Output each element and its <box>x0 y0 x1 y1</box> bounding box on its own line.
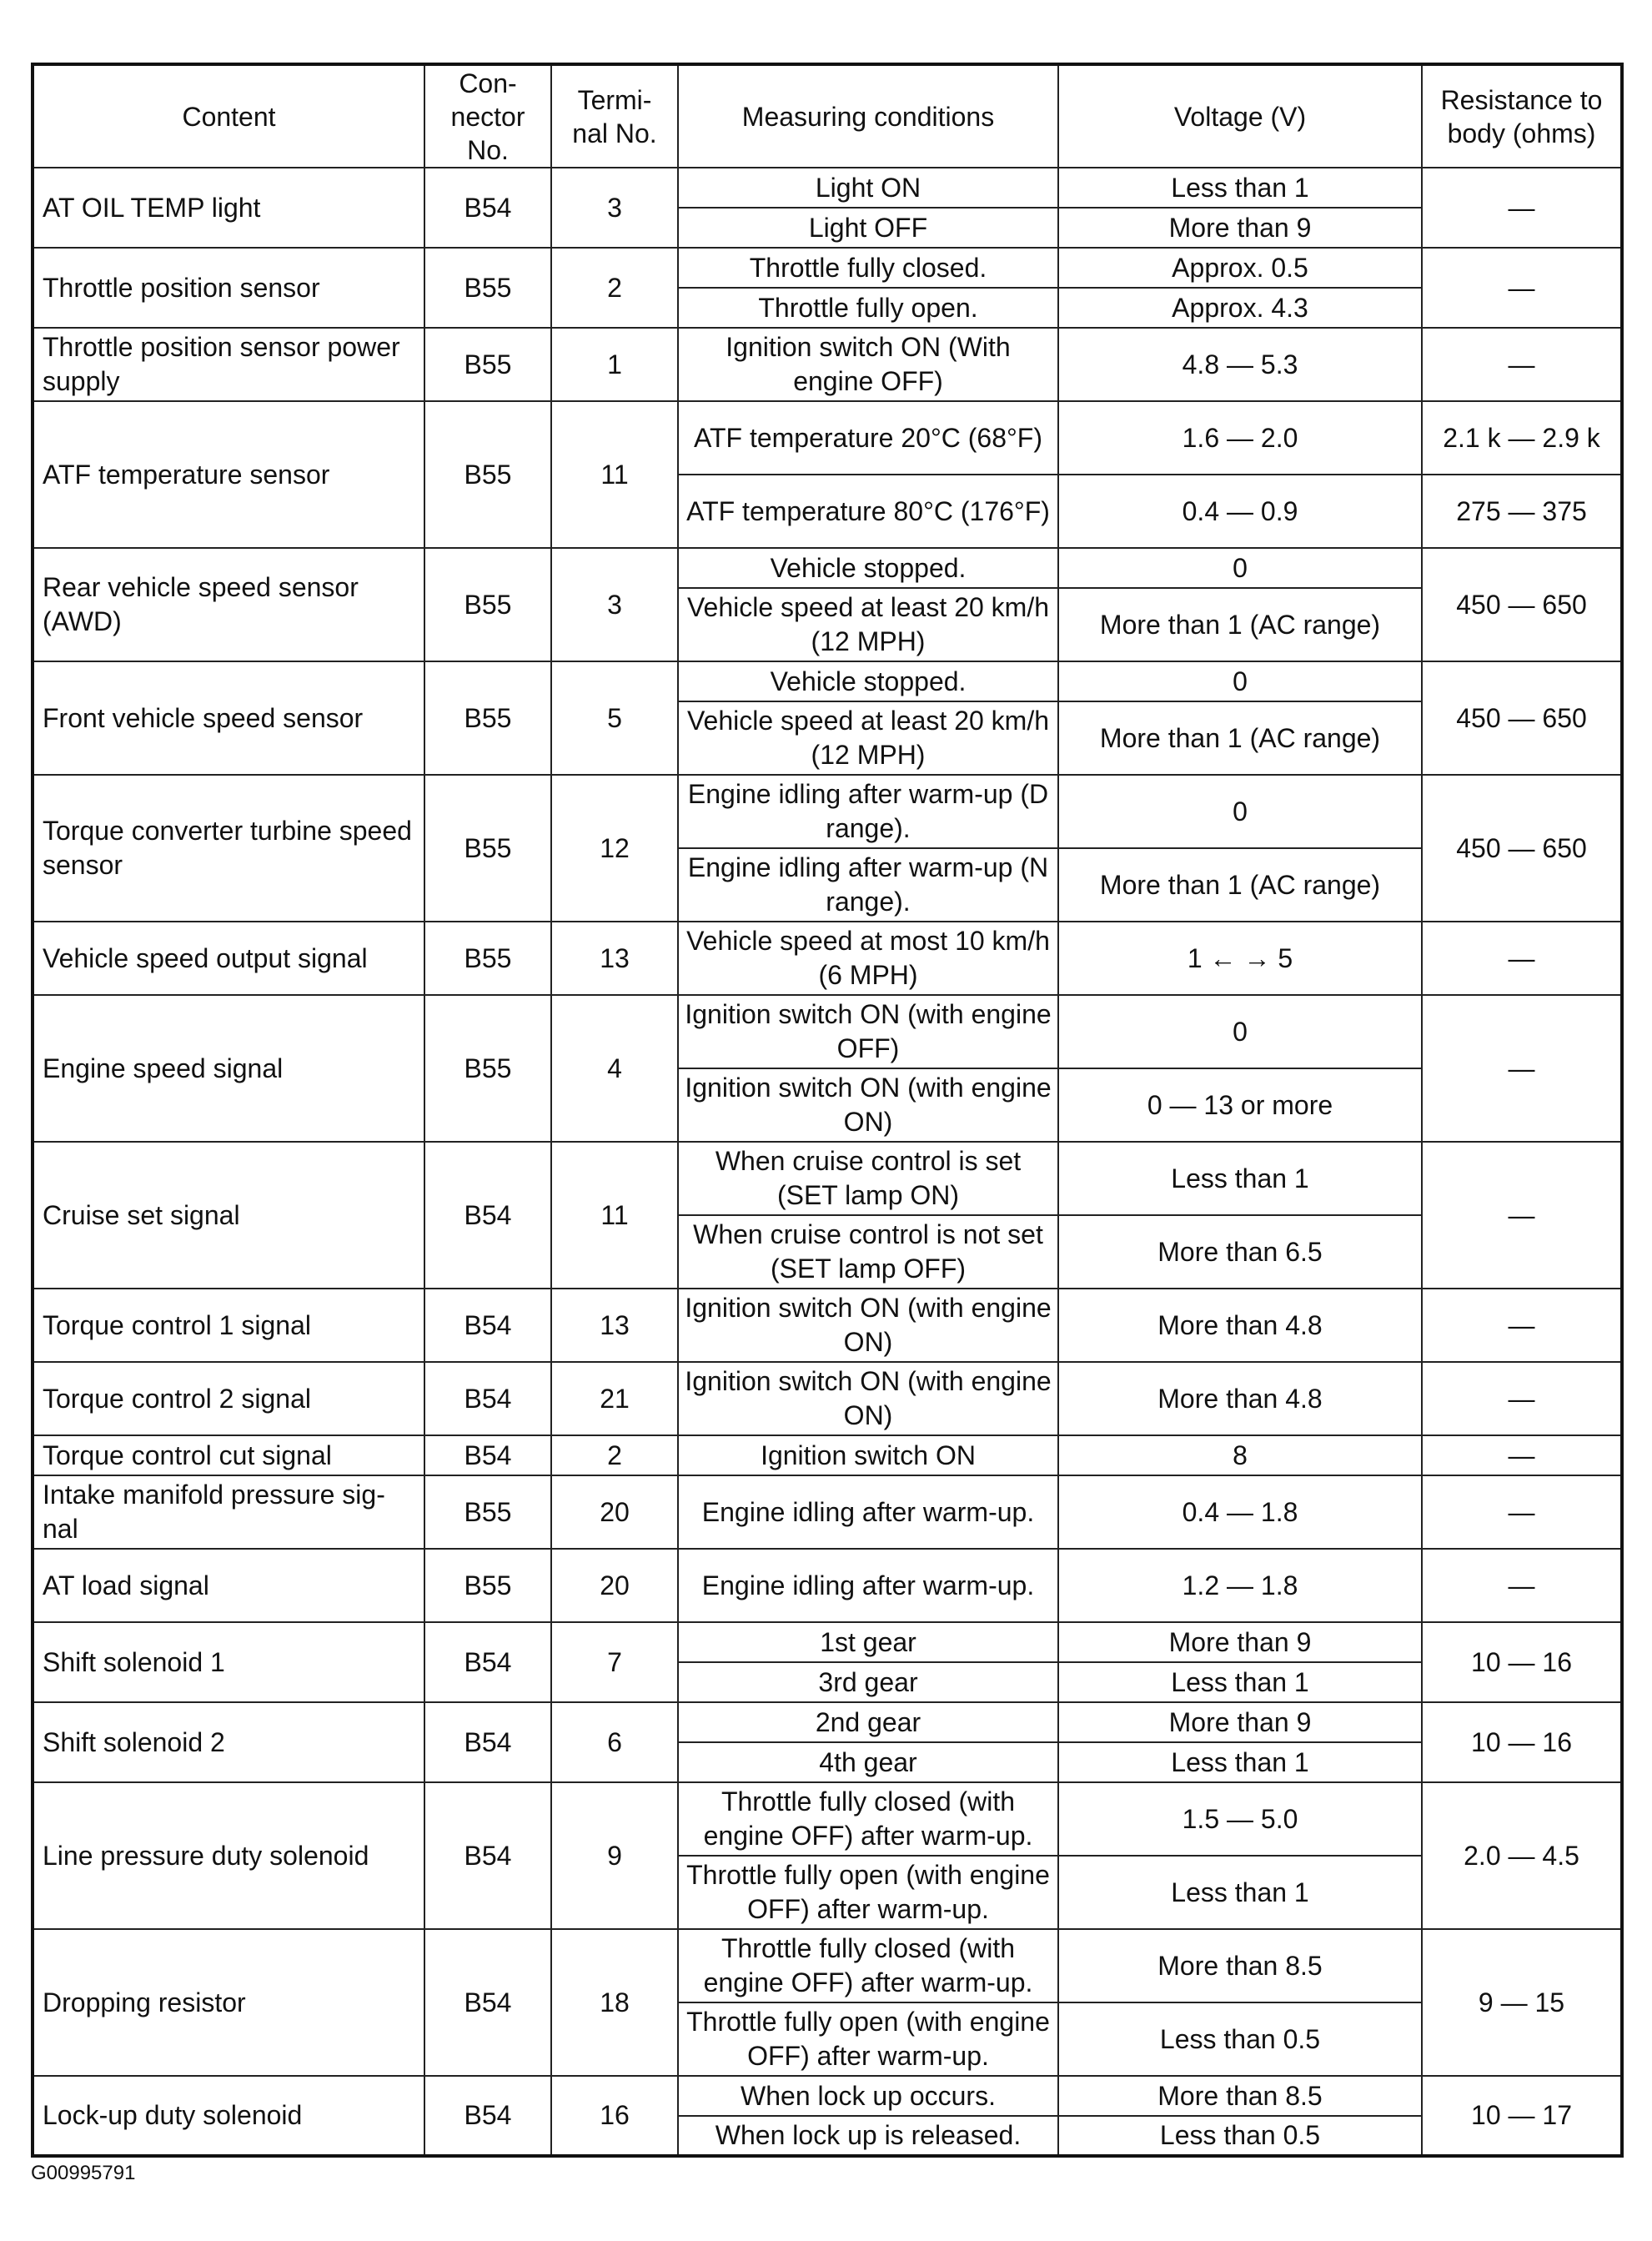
cell-condition: Ignition switch ON <box>678 1435 1058 1475</box>
cell-terminal: 2 <box>551 248 678 328</box>
cell-connector: B54 <box>424 1929 551 2076</box>
cell-condition: Throttle fully closed. <box>678 248 1058 288</box>
cell-content: Dropping resistor <box>33 1929 424 2076</box>
header-content: Content <box>33 64 424 168</box>
cell-voltage: Less than 1 <box>1058 1662 1422 1702</box>
cell-condition: 3rd gear <box>678 1662 1058 1702</box>
cell-content: AT load signal <box>33 1549 424 1622</box>
cell-content: Rear vehicle speed sensor (AWD) <box>33 548 424 661</box>
cell-resistance: — <box>1422 1362 1622 1435</box>
cell-resistance: 10 — 16 <box>1422 1622 1622 1702</box>
cell-connector: B55 <box>424 995 551 1142</box>
cell-voltage: More than 1 (AC range) <box>1058 848 1422 922</box>
cell-resistance: — <box>1422 1142 1622 1289</box>
cell-condition: Light ON <box>678 168 1058 208</box>
cell-connector: B54 <box>424 1435 551 1475</box>
cell-voltage: Less than 1 <box>1058 168 1422 208</box>
table-row <box>33 995 1622 1068</box>
cell-condition: Vehicle stopped. <box>678 548 1058 588</box>
cell-condition: Engine idling after warm-up (N range). <box>678 848 1058 922</box>
cell-content: Torque control cut signal <box>33 1435 424 1475</box>
cell-condition: Vehicle speed at most 10 km/h (6 MPH) <box>678 922 1058 995</box>
header-row <box>33 64 1622 168</box>
cell-resistance: 10 — 16 <box>1422 1702 1622 1782</box>
cell-content: ATF temperature sensor <box>33 401 424 548</box>
cell-condition: Throttle fully open (with engine OFF) after warm-up. <box>678 2002 1058 2076</box>
cell-resistance: — <box>1422 328 1622 401</box>
header-voltage: Voltage (V) <box>1058 64 1422 168</box>
cell-condition: Engine idling after warm-up. <box>678 1475 1058 1549</box>
cell-terminal: 3 <box>551 548 678 661</box>
table-row <box>33 1622 1622 1662</box>
cell-voltage: 0 <box>1058 661 1422 701</box>
cell-voltage: Less than 0.5 <box>1058 2002 1422 2076</box>
cell-condition: Ignition switch ON (with engine ON) <box>678 1068 1058 1142</box>
cell-resistance: 275 — 375 <box>1422 475 1622 548</box>
cell-voltage: 0.4 — 0.9 <box>1058 475 1422 548</box>
cell-resistance: 9 — 15 <box>1422 1929 1622 2076</box>
cell-content: Torque converter turbine speed sensor <box>33 775 424 922</box>
cell-voltage: 1.5 — 5.0 <box>1058 1782 1422 1856</box>
cell-connector: B54 <box>424 1142 551 1289</box>
cell-resistance: — <box>1422 1435 1622 1475</box>
cell-condition: Throttle fully closed (with engine OFF) after warm-up. <box>678 1782 1058 1856</box>
cell-terminal: 9 <box>551 1782 678 1929</box>
cell-content: Vehicle speed output signal <box>33 922 424 995</box>
cell-terminal: 18 <box>551 1929 678 2076</box>
cell-voltage: Approx. 4.3 <box>1058 288 1422 328</box>
cell-resistance: 450 — 650 <box>1422 775 1622 922</box>
cell-terminal: 7 <box>551 1622 678 1702</box>
cell-terminal: 12 <box>551 775 678 922</box>
cell-voltage: 0.4 — 1.8 <box>1058 1475 1422 1549</box>
table-row <box>33 1549 1622 1622</box>
cell-condition: ATF temperature 20°C (68°F) <box>678 401 1058 475</box>
cell-connector: B54 <box>424 168 551 248</box>
cell-connector: B54 <box>424 1289 551 1362</box>
cell-terminal: 20 <box>551 1549 678 1622</box>
cell-terminal: 4 <box>551 995 678 1142</box>
cell-voltage: More than 9 <box>1058 1622 1422 1662</box>
table-row <box>33 2076 1622 2116</box>
table-row <box>33 248 1622 288</box>
cell-terminal: 3 <box>551 168 678 248</box>
cell-condition: 2nd gear <box>678 1702 1058 1742</box>
cell-terminal: 11 <box>551 401 678 548</box>
cell-voltage: 1 ← → 5 <box>1058 922 1422 995</box>
cell-content: Cruise set signal <box>33 1142 424 1289</box>
cell-connector: B55 <box>424 922 551 995</box>
table-row <box>33 1475 1622 1549</box>
cell-resistance: — <box>1422 248 1622 328</box>
cell-connector: B54 <box>424 1622 551 1702</box>
cell-condition: Vehicle speed at least 20 km/h (12 MPH) <box>678 588 1058 661</box>
cell-content: Torque control 1 signal <box>33 1289 424 1362</box>
cell-content: Torque control 2 signal <box>33 1362 424 1435</box>
cell-condition: Engine idling after warm-up. <box>678 1549 1058 1622</box>
table-row <box>33 168 1622 208</box>
cell-connector: B55 <box>424 328 551 401</box>
table-row <box>33 1289 1622 1362</box>
cell-content: Shift solenoid 2 <box>33 1702 424 1782</box>
cell-connector: B54 <box>424 1702 551 1782</box>
cell-resistance: 450 — 650 <box>1422 661 1622 775</box>
cell-condition: 1st gear <box>678 1622 1058 1662</box>
cell-voltage: 0 <box>1058 548 1422 588</box>
cell-connector: B55 <box>424 401 551 548</box>
table-row <box>33 401 1622 475</box>
cell-voltage: Less than 1 <box>1058 1856 1422 1929</box>
cell-content: Intake manifold pressure sig-nal <box>33 1475 424 1549</box>
cell-voltage: More than 8.5 <box>1058 1929 1422 2002</box>
table-row <box>33 1142 1622 1215</box>
cell-voltage: 4.8 — 5.3 <box>1058 328 1422 401</box>
cell-connector: B54 <box>424 1782 551 1929</box>
cell-voltage: 1.6 — 2.0 <box>1058 401 1422 475</box>
table-row <box>33 1782 1622 1856</box>
cell-voltage: More than 9 <box>1058 1702 1422 1742</box>
cell-resistance: — <box>1422 168 1622 248</box>
cell-voltage: 8 <box>1058 1435 1422 1475</box>
cell-terminal: 13 <box>551 922 678 995</box>
cell-condition: Ignition switch ON (with engine ON) <box>678 1289 1058 1362</box>
cell-condition: When lock up is released. <box>678 2116 1058 2156</box>
cell-condition: 4th gear <box>678 1742 1058 1782</box>
cell-resistance: — <box>1422 995 1622 1142</box>
cell-resistance: 2.0 — 4.5 <box>1422 1782 1622 1929</box>
cell-condition: ATF temperature 80°C (176°F) <box>678 475 1058 548</box>
cell-condition: Ignition switch ON (with engine OFF) <box>678 995 1058 1068</box>
cell-content: Front vehicle speed sensor <box>33 661 424 775</box>
cell-content: Throttle position sensor <box>33 248 424 328</box>
cell-voltage: Less than 1 <box>1058 1742 1422 1782</box>
cell-resistance: — <box>1422 1289 1622 1362</box>
cell-terminal: 21 <box>551 1362 678 1435</box>
cell-content: AT OIL TEMP light <box>33 168 424 248</box>
header-connector: Con- nector No. <box>424 64 551 168</box>
cell-content: Line pressure duty solenoid <box>33 1782 424 1929</box>
cell-voltage: 1.2 — 1.8 <box>1058 1549 1422 1622</box>
cell-terminal: 1 <box>551 328 678 401</box>
cell-condition: Throttle fully open. <box>678 288 1058 328</box>
cell-voltage: More than 9 <box>1058 208 1422 248</box>
cell-condition: When lock up occurs. <box>678 2076 1058 2116</box>
cell-condition: Engine idling after warm-up (D range). <box>678 775 1058 848</box>
cell-connector: B55 <box>424 661 551 775</box>
table-row <box>33 1362 1622 1435</box>
cell-voltage: Less than 0.5 <box>1058 2116 1422 2156</box>
cell-terminal: 2 <box>551 1435 678 1475</box>
cell-voltage: 0 <box>1058 995 1422 1068</box>
table-body <box>33 168 1622 2156</box>
table-row <box>33 1435 1622 1475</box>
cell-voltage: Less than 1 <box>1058 1142 1422 1215</box>
cell-voltage: More than 4.8 <box>1058 1362 1422 1435</box>
cell-condition: Throttle fully open (with engine OFF) after warm-up. <box>678 1856 1058 1929</box>
table-row <box>33 922 1622 995</box>
table-row <box>33 1702 1622 1742</box>
cell-connector: B55 <box>424 248 551 328</box>
cell-terminal: 11 <box>551 1142 678 1289</box>
cell-condition: When cruise control is set (SET lamp ON) <box>678 1142 1058 1215</box>
table-row <box>33 775 1622 848</box>
cell-content: Throttle position sensor power supply <box>33 328 424 401</box>
cell-terminal: 20 <box>551 1475 678 1549</box>
cell-resistance: — <box>1422 922 1622 995</box>
cell-connector: B55 <box>424 1475 551 1549</box>
cell-terminal: 5 <box>551 661 678 775</box>
cell-connector: B55 <box>424 548 551 661</box>
cell-voltage: 0 <box>1058 775 1422 848</box>
cell-resistance: 10 — 17 <box>1422 2076 1622 2156</box>
cell-terminal: 6 <box>551 1702 678 1782</box>
cell-resistance: 2.1 k — 2.9 k <box>1422 401 1622 475</box>
cell-connector: B54 <box>424 1362 551 1435</box>
cell-condition: Vehicle stopped. <box>678 661 1058 701</box>
cell-resistance: — <box>1422 1475 1622 1549</box>
cell-condition: Ignition switch ON (with engine ON) <box>678 1362 1058 1435</box>
cell-condition: Ignition switch ON (With engine OFF) <box>678 328 1058 401</box>
cell-voltage: More than 8.5 <box>1058 2076 1422 2116</box>
cell-connector: B55 <box>424 775 551 922</box>
header-resistance: Resistance to body (ohms) <box>1422 64 1622 168</box>
cell-voltage: 0 — 13 or more <box>1058 1068 1422 1142</box>
cell-condition: When cruise control is not set (SET lamp OFF) <box>678 1215 1058 1289</box>
cell-terminal: 16 <box>551 2076 678 2156</box>
cell-condition: Vehicle speed at least 20 km/h (12 MPH) <box>678 701 1058 775</box>
cell-condition: Light OFF <box>678 208 1058 248</box>
cell-resistance: 450 — 650 <box>1422 548 1622 661</box>
cell-terminal: 13 <box>551 1289 678 1362</box>
cell-connector: B54 <box>424 2076 551 2156</box>
table-row <box>33 548 1622 588</box>
table-row <box>33 661 1622 701</box>
header-terminal: Termi- nal No. <box>551 64 678 168</box>
cell-voltage: More than 1 (AC range) <box>1058 701 1422 775</box>
cell-content: Engine speed signal <box>33 995 424 1142</box>
table-row <box>33 1929 1622 2002</box>
cell-voltage: More than 6.5 <box>1058 1215 1422 1289</box>
cell-voltage: Approx. 0.5 <box>1058 248 1422 288</box>
specification-table <box>31 63 1624 2158</box>
cell-voltage: More than 1 (AC range) <box>1058 588 1422 661</box>
header-conditions: Measuring conditions <box>678 64 1058 168</box>
cell-connector: B55 <box>424 1549 551 1622</box>
table-row <box>33 328 1622 401</box>
cell-voltage: More than 4.8 <box>1058 1289 1422 1362</box>
cell-content: Lock-up duty solenoid <box>33 2076 424 2156</box>
cell-condition: Throttle fully closed (with engine OFF) after warm-up. <box>678 1929 1058 2002</box>
cell-content: Shift solenoid 1 <box>33 1622 424 1702</box>
figure-id: G00995791 <box>31 2162 136 2184</box>
cell-resistance: — <box>1422 1549 1622 1622</box>
